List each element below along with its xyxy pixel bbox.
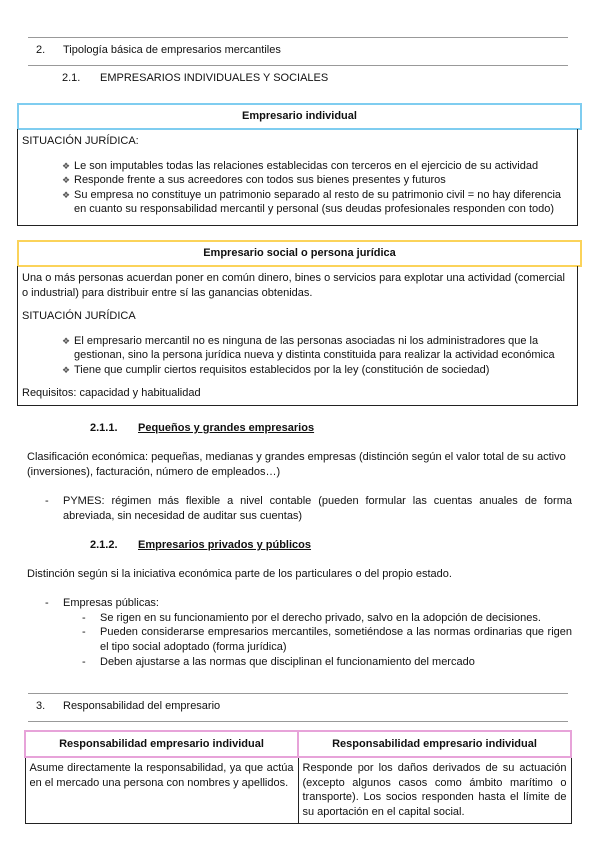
section-title: Responsabilidad del empresario <box>63 700 221 712</box>
dash-bullet: - <box>82 626 86 638</box>
section-title: Tipología básica de empresarios mercantiles <box>63 44 281 56</box>
paragraph: Distinción según si la iniciativa económica parte de los particulares o del propio estado. <box>27 568 452 580</box>
subsection-number: 2.1.2. <box>90 539 118 551</box>
sub-item: Se rigen en su funcionamiento por el derecho privado, salvo en la adopción de decisiones. <box>100 612 541 624</box>
table-cell: Asume directamente la responsabilidad, ya que actúa en el mercado una persona con nombres y apellidos. <box>25 757 298 824</box>
subsection-title: Pequeños y grandes empresarios <box>138 422 315 434</box>
table-cell: Responde por los daños derivados de su actuación (excepto algunos casos como ámbito marítimo o transporte). Los socios responden hasta el límite de su aportación en el capital social. <box>298 757 571 824</box>
box-social-header: Empresario social o persona jurídica <box>17 240 582 267</box>
subsection-number: 2.1.1. <box>90 422 118 434</box>
paragraph: Clasificación económica: pequeñas, medianas y grandes empresas (distinción según el valor total de su activo (inversiones), facturación, número de empleados…) <box>27 451 566 478</box>
divider <box>28 693 568 694</box>
subsection-number: 2.1. <box>62 72 81 84</box>
sub-item: Pueden considerarse empresarios mercantiles, sometiéndose a las normas ordinarias que rigen el tipo social adoptado (forma jurídica) <box>100 626 572 653</box>
bullet-list <box>22 159 573 217</box>
section-number: 2. <box>36 44 46 56</box>
list-item: ❖ Tiene que cumplir ciertos requisitos establecidos por la ley (constitución de sociedad) <box>62 363 573 378</box>
dash-bullet: - <box>45 495 49 507</box>
situation-label: SITUACIÓN JURÍDICA: <box>22 135 139 147</box>
dash-item: Empresas públicas: <box>63 597 159 609</box>
requisitos-text: Requisitos: capacidad y habitualidad <box>22 387 201 399</box>
box-individual-header: Empresario individual <box>17 103 582 130</box>
list-item: ❖ Responde frente a sus acreedores con todos sus bienes presentes y futuros <box>62 173 573 188</box>
bullet-list <box>22 334 573 378</box>
table-header: Responsabilidad empresario individual <box>298 731 571 757</box>
subsection-title: Empresarios privados y públicos <box>138 539 312 551</box>
dash-item: PYMES: régimen más flexible a nivel contable (pueden formular las cuentas anuales de forma abreviada, sin necesidad de auditar sus cuentas) <box>63 495 572 522</box>
dash-bullet: - <box>45 597 49 609</box>
dash-bullet: - <box>82 656 86 668</box>
list-item: ❖ Le son imputables todas las relaciones establecidas con terceros en el ejercicio de su actividad <box>62 159 573 174</box>
box-social-body <box>17 266 578 406</box>
box-individual-body <box>17 129 578 226</box>
subsection-title: EMPRESARIOS INDIVIDUALES Y SOCIALES <box>100 72 329 84</box>
divider <box>28 37 568 38</box>
sub-item: Deben ajustarse a las normas que disciplinan el funcionamiento del mercado <box>100 656 475 668</box>
divider <box>28 65 568 66</box>
table-row <box>25 757 571 824</box>
intro-text: Una o más personas acuerdan poner en común dinero, bines o servicios para explotar una actividad (comercial o industrial) para distribuir entre sí las ganancias obtenidas. <box>22 272 565 299</box>
divider <box>28 721 568 722</box>
situation-label: SITUACIÓN JURÍDICA <box>22 310 136 322</box>
section-number: 3. <box>36 700 46 712</box>
list-item: ❖ El empresario mercantil no es ninguna de las personas asociadas ni los administradores que la gestionan, sino la persona jurídica nueva y distinta constituida para realizar la actividad económica <box>62 334 573 363</box>
dash-bullet: - <box>82 612 86 624</box>
responsibility-table <box>24 730 572 824</box>
table-header: Responsabilidad empresario individual <box>25 731 298 757</box>
list-item: ❖ Su empresa no constituye un patrimonio separado al resto de su patrimonio civil = no hay diferencia en cuanto su responsabilidad mercantil y personal (sus deudas profesionales responden con todo) <box>62 188 573 217</box>
